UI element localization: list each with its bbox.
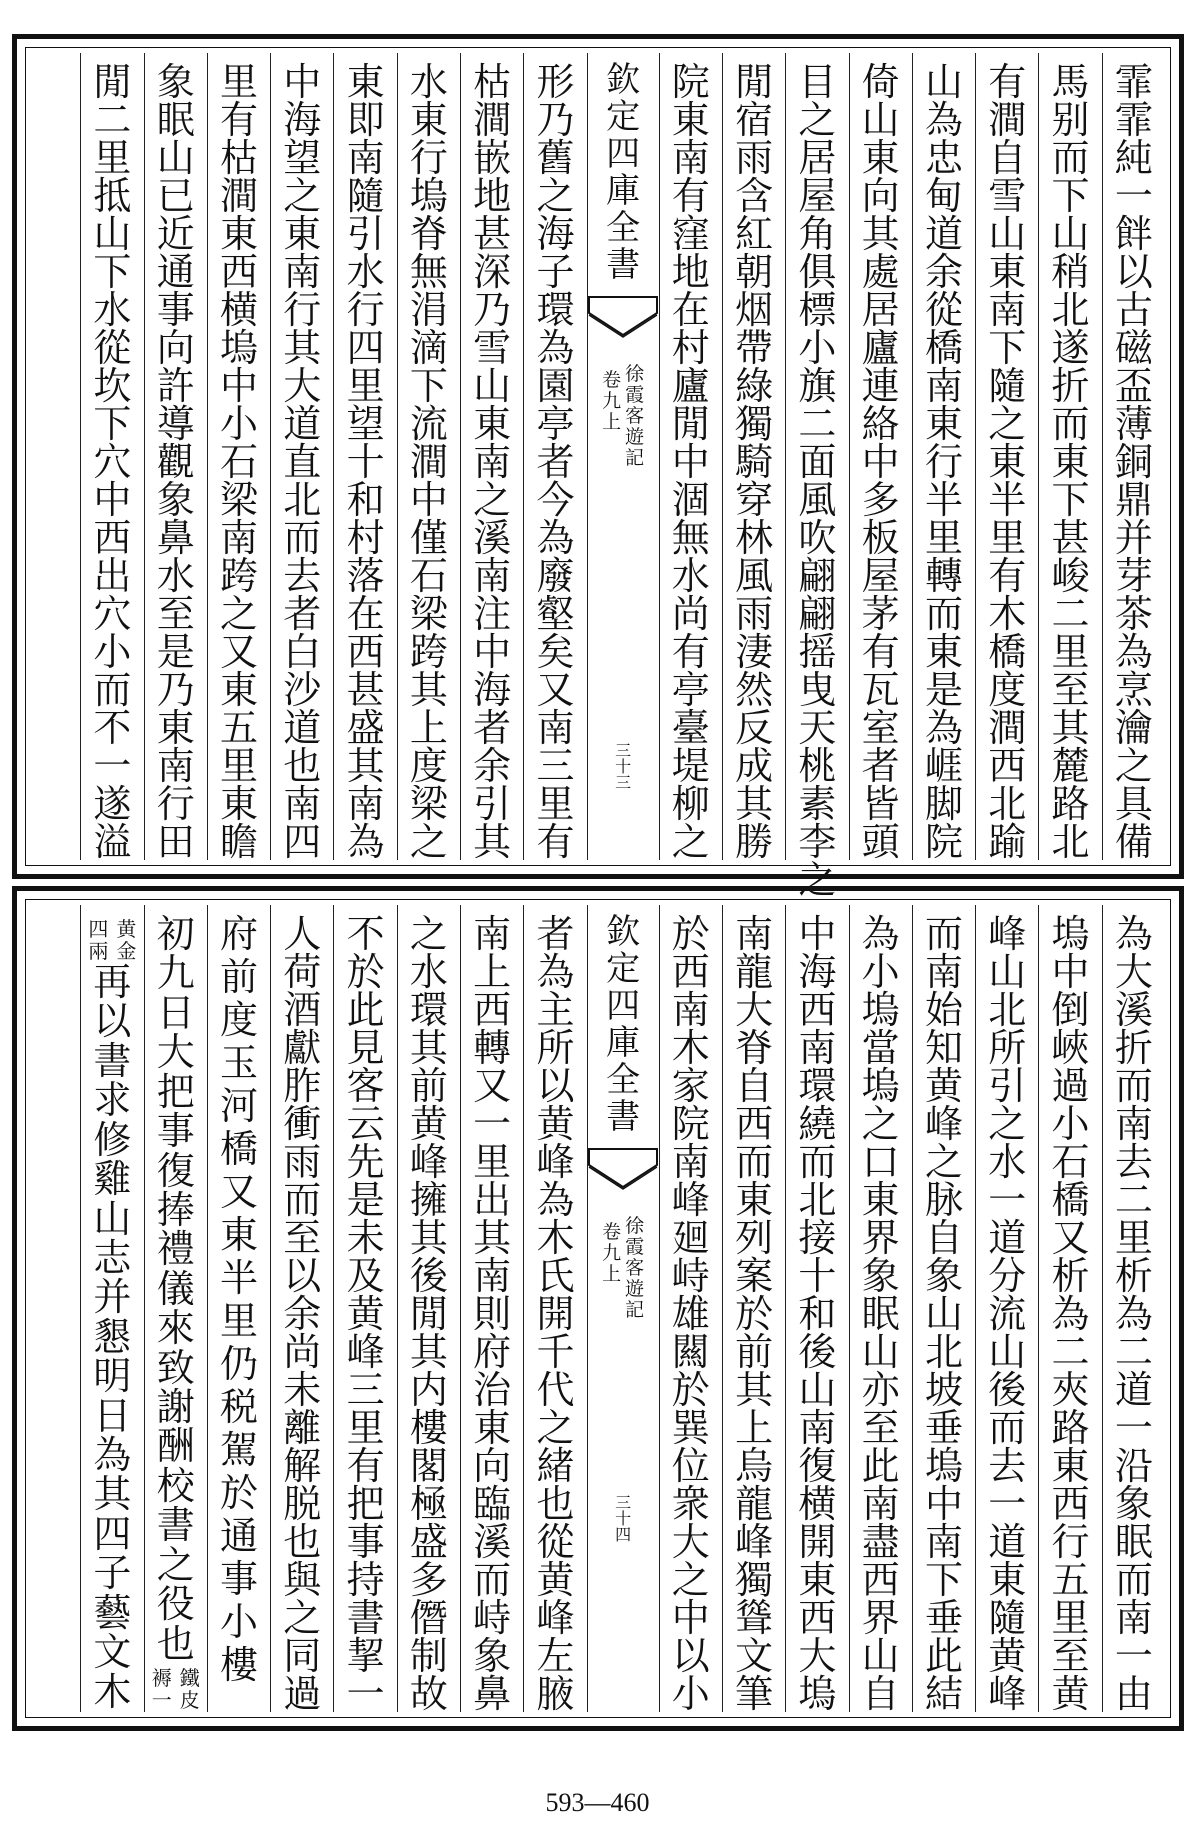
text-column: 之 水 環 其 前 黄 峰 擁 其 後 閒 其 内 樓 閣 極 盛 多 僭 制 故 xyxy=(397,905,460,1712)
interlinear-note xyxy=(151,1668,201,1712)
text-column: 初 九 日 大 把 事 復 捧 禮 儀 來 致 謝 酬 校 書 之 役 也 鐵 皮 褥 一 xyxy=(144,905,207,1712)
text-column: 為 大 溪 折 而 南 去 二 里 析 為 二 道 一 沿 象 眠 而 南 一 由 xyxy=(1102,905,1165,1712)
text-column: 峰 山 北 所 引 之 水 一 道 分 流 山 後 而 去 一 道 東 隨 黄 峰 xyxy=(975,905,1038,1712)
text-column: 象 眠 山 已 近 通 事 向 許 導 觀 象 鼻 水 至 是 乃 東 南 行 田 xyxy=(144,53,207,860)
text-column: 人 荷 酒 獻 胙 衝 雨 而 至 以 余 尚 未 離 解 脱 也 與 之 同 過 xyxy=(270,905,333,1712)
text-column: 於 西 南 木 家 院 南 峰 廻 峙 雄 闗 於 巽 位 衆 大 之 中 以 小 xyxy=(659,905,722,1712)
text-column: 里 有 枯 澗 東 西 横 塢 中 小 石 梁 南 跨 之 又 東 五 里 東 瞻 xyxy=(207,53,270,860)
text-column: 山 為 忠 甸 道 余 從 橋 南 東 行 半 里 轉 而 東 是 為 崕 脚 院 xyxy=(912,53,975,860)
top-text-columns xyxy=(31,53,1165,902)
interlinear-note xyxy=(87,919,137,963)
library-title: 欽 定 四 庫 全 書 xyxy=(606,60,641,285)
text-column: 為 小 塢 當 塢 之 口 東 界 象 眠 山 亦 至 此 南 盡 西 界 山 自 xyxy=(849,905,912,1712)
leaf-page-number: 三 十 三 xyxy=(615,741,632,792)
fishtail-mark xyxy=(587,291,659,361)
center-fold xyxy=(587,905,659,1712)
text-column: 院 東 南 有 窪 地 在 村 廬 閒 中 涸 無 水 尚 有 亭 臺 堤 柳 之 xyxy=(659,53,722,860)
text-column: 形 乃 舊 之 海 子 環 為 園 亭 者 今 為 廢 壑 矣 又 南 三 里 有 xyxy=(523,53,586,860)
note-line: 褥 一 xyxy=(151,1666,172,1713)
top-leaf xyxy=(12,34,1184,902)
text-column: 水 東 行 塢 脊 無 涓 滴 下 流 澗 中 僅 石 梁 跨 其 上 度 梁 之 xyxy=(397,53,460,860)
text-column: 不 於 此 見 客 云 先 是 未 及 黄 峰 三 里 有 把 事 持 書 挈 一 xyxy=(333,905,396,1712)
text-column: 中 海 西 南 環 繞 而 北 接 十 和 後 山 南 復 横 開 東 西 大 塢 xyxy=(785,905,848,1712)
note-line: 黄 金 xyxy=(116,917,137,963)
text-column: 倚 山 東 向 其 處 居 廬 連 絡 中 多 板 屋 茅 有 瓦 室 者 皆 頭 xyxy=(849,53,912,860)
text-column: 馬 别 而 下 山 稍 北 遂 折 而 東 下 甚 峻 二 里 至 其 麓 路 北 xyxy=(1038,53,1101,860)
text-column: 枯 澗 嵌 地 甚 深 乃 雪 山 東 南 之 溪 南 注 中 海 者 余 引 其 xyxy=(460,53,523,860)
juan-label: 卷 九 上 xyxy=(602,369,622,433)
text-column: 黄 金 四 兩 再 以 書 求 修 雞 山 志 并 懇 明 日 為 其 四 子 藝 文 木 xyxy=(80,905,143,1712)
note-line: 鐵 皮 xyxy=(179,1666,200,1713)
center-fold xyxy=(587,53,659,860)
juan-label: 卷 九 上 xyxy=(602,1221,622,1285)
folio-number: 593—460 xyxy=(545,1788,650,1817)
text-column: 塢 中 倒 峽 過 小 石 橋 又 析 為 二 夾 路 東 西 行 五 里 至 黄 xyxy=(1038,905,1101,1712)
text-column: 閒 宿 雨 含 紅 朝 烟 帶 綠 獨 騎 穿 林 風 雨 淒 然 反 成 其 勝 xyxy=(722,53,785,860)
note-line: 四 兩 xyxy=(88,917,109,963)
text-column: 而 南 始 知 黄 峰 之 脉 自 象 山 北 坡 垂 塢 中 南 下 垂 此 結 xyxy=(912,905,975,1712)
leaf-page-number: 三 十 四 xyxy=(615,1493,632,1544)
book-title: 徐 霞 客 遊 記 xyxy=(625,363,645,469)
text-column: 府 前 度 玉 河 橋 又 東 半 里 仍 税 駕 於 通 事 小 樓 xyxy=(207,905,270,1712)
text-column: 南 上 西 轉 又 一 里 出 其 南 則 府 治 東 向 臨 溪 而 峙 象 鼻 xyxy=(460,905,523,1712)
bottom-leaf xyxy=(12,886,1184,1731)
fishtail-mark xyxy=(587,1143,659,1213)
text-column: 南 龍 大 脊 自 西 而 東 列 案 於 前 其 上 烏 龍 峰 獨 聳 文 筆 xyxy=(722,905,785,1712)
text-column: 中 海 望 之 東 南 行 其 大 道 直 北 而 去 者 白 沙 道 也 南 四 xyxy=(270,53,333,860)
text-column: 霏 霏 純 一 䬳 以 古 磁 盃 薄 銅 鼎 并 芽 茶 為 烹 瀹 之 具 備 xyxy=(1102,53,1165,860)
text-column: 東 即 南 隨 引 水 行 四 里 望 十 和 村 落 在 西 甚 盛 其 南 為 xyxy=(333,53,396,860)
text-column: 者 為 主 所 以 黄 峰 為 木 氏 開 千 代 之 緒 也 從 黄 峰 左 腋 xyxy=(523,905,586,1712)
book-title: 徐 霞 客 遊 記 xyxy=(625,1215,645,1321)
text-column: 閒 二 里 抵 山 下 水 從 坎 下 穴 中 西 出 穴 小 而 不 一 遂 溢 xyxy=(80,53,143,860)
bottom-text-columns xyxy=(31,905,1165,1716)
text-column: 目 之 居 屋 角 俱 標 小 旗 二 面 風 吹 翩 翩 摇 曳 天 桃 素 李 之 xyxy=(785,53,848,860)
library-title: 欽 定 四 庫 全 書 xyxy=(606,912,641,1137)
text-column: 有 澗 自 雪 山 東 南 下 隨 之 東 半 里 有 木 橋 度 澗 西 北 踰 xyxy=(975,53,1038,860)
